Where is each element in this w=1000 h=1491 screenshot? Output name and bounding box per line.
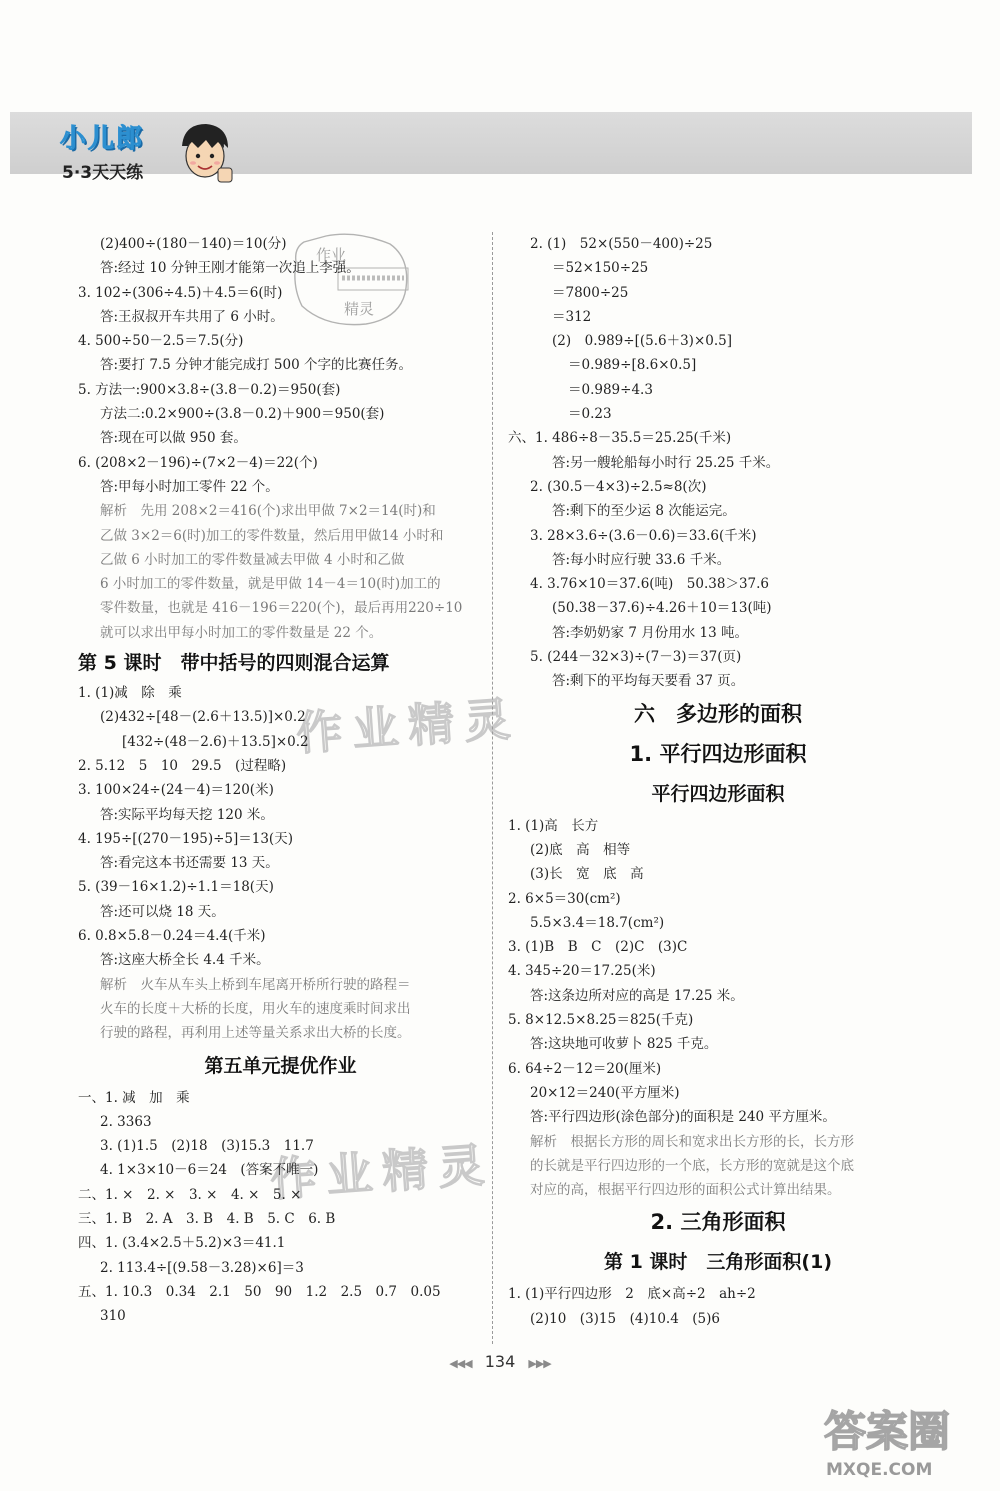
- answer-line: 310: [100, 1308, 126, 1325]
- answer-line: 答:要打 7.5 分钟才能完成打 500 个字的比赛任务。: [100, 357, 412, 374]
- answer-site-logo: [818, 1394, 988, 1486]
- answer-line: ＝52×150÷25: [552, 260, 649, 277]
- answer-line: 20×12＝240(平方厘米): [530, 1084, 680, 1101]
- answer-line: 答:实际平均每天挖 120 米。: [100, 806, 274, 823]
- right-answer-column: [508, 232, 928, 1331]
- section-heading: 六 多边形的面积: [634, 701, 802, 726]
- answer-line: 答:这座大桥全长 4.4 千米。: [100, 952, 270, 969]
- answer-line: 3. 100×24÷(24－4)＝120(米): [78, 782, 274, 799]
- answer-line: 5. (39－16×1.2)÷1.1＝18(天): [78, 879, 274, 896]
- answer-line: (2) 0.989÷[(5.6＋3)×0.5]: [552, 333, 732, 350]
- answer-line: 答:现在可以做 950 套。: [100, 430, 247, 447]
- answer-line: 4. 345÷20＝17.25(米): [508, 963, 656, 980]
- answer-line: 答:看完这本书还需要 13 天。: [100, 855, 279, 872]
- section-heading: 平行四边形面积: [651, 782, 785, 805]
- answer-line: 1. (1)高 长方: [508, 817, 599, 834]
- explanation-line: 的长就是平行四边形的一个底，长方形的宽就是这个底: [530, 1157, 854, 1174]
- explanation-line: 行驶的路程，再利用上述等量关系求出大桥的长度。: [100, 1025, 411, 1042]
- answer-line: 2. 6×5＝30(cm²): [508, 890, 621, 907]
- answer-line: 答:剩下的平均每天要看 37 页。: [552, 673, 745, 690]
- page-number: 134: [484, 1352, 516, 1371]
- answer-line: (50.38－37.6)÷4.26＋10＝13(吨): [552, 600, 772, 617]
- answer-line: ＝0.989÷[8.6×0.5]: [568, 357, 697, 374]
- brand-logo: [60, 118, 240, 190]
- answer-line: 2. (30.5－4×3)÷2.5≈8(次): [530, 478, 707, 495]
- answer-line: 3. 102÷(306÷4.5)＋4.5＝6(时): [78, 284, 283, 301]
- answer-line: 5. 8×12.5×8.25＝825(千克): [508, 1012, 694, 1029]
- answer-line: 4. 195÷[(270－195)÷5]＝13(天): [78, 830, 293, 847]
- answer-line: ＝7800÷25: [552, 284, 629, 301]
- answer-line: 三、1. B 2. A 3. B 4. B 5. C 6. B: [78, 1210, 336, 1227]
- boy-mascot-icon: [172, 118, 236, 188]
- stamp-top-text: 作业: [316, 246, 347, 264]
- answer-line: 答:王叔叔开车共用了 6 小时。: [100, 308, 284, 325]
- answer-line: 3. 28×3.6÷(3.6－0.6)＝33.6(千米): [530, 527, 757, 544]
- answer-line: (3)长 宽 底 高: [530, 866, 644, 883]
- section-heading: 1. 平行四边形面积: [629, 741, 807, 766]
- answer-line: 答:李奶奶家 7 月份用水 13 吨。: [552, 624, 748, 641]
- column-divider: [492, 232, 493, 1344]
- answer-line: (2)400÷(180－140)＝10(分): [100, 236, 287, 252]
- answer-line: 答:每小时应行驶 33.6 千米。: [552, 551, 731, 568]
- explanation-line: 就可以求出甲每小时加工的零件数量是 22 个。: [100, 624, 383, 641]
- answer-site-emblem: [818, 1394, 988, 1464]
- answer-line: 4. 500÷50－2.5＝7.5(分): [78, 333, 244, 350]
- answer-line: 答:还可以烧 18 天。: [100, 903, 225, 920]
- answer-line: 2. 3363: [100, 1113, 152, 1130]
- answer-line: 3. (1)1.5 (2)18 (3)15.3 11.7: [100, 1138, 314, 1155]
- brand-title: 小儿郎: [60, 124, 145, 154]
- explanation-line: 解析 先用 208×2＝416(个)求出甲做 7×2＝14(时)和: [100, 503, 436, 520]
- watermark-text-1: 作业精灵: [294, 691, 522, 761]
- explanation-line: 乙做 3×2＝6(时)加工的零件数量，然后用甲做14 小时和: [100, 527, 444, 544]
- explanation-line: 6 小时加工的零件数量，就是甲做 14－4＝10(时)加工的: [100, 576, 441, 593]
- explanation-line: 零件数量，也就是 416－196＝220(个)，最后再用220÷10: [100, 600, 463, 617]
- page-footer: [0, 1352, 1000, 1371]
- answer-line: 方法二:0.2×900÷(3.8－0.2)＋900＝950(套): [100, 406, 385, 423]
- answer-line: 一、1. 减 加 乘: [78, 1089, 190, 1106]
- answer-line: 答:另一艘轮船每小时行 25.25 千米。: [552, 454, 780, 471]
- answer-line: 2. 5.12 5 10 29.5 (过程略): [78, 757, 287, 774]
- answer-line: ＝0.989÷4.3: [568, 381, 653, 398]
- lesson-heading: 第 5 课时 带中括号的四则混合运算: [78, 652, 390, 675]
- answer-line: 答:经过 10 分钟王刚才能第一次追上李强。: [100, 260, 360, 277]
- answer-line: 1. (1)平行四边形 2 底×高÷2 ah÷2: [508, 1286, 756, 1303]
- answer-line: (2)432÷[48－(2.6＋13.5)]×0.2: [100, 709, 306, 726]
- answer-line: 6. (208×2－196)÷(7×2－4)＝22(个): [78, 454, 318, 471]
- answer-line: 答:甲每小时加工零件 22 个。: [100, 478, 279, 495]
- answer-line: 3. (1)B B C (2)C (3)C: [508, 939, 688, 956]
- explanation-line: 乙做 6 小时加工的零件数量减去甲做 4 小时和乙做: [100, 551, 405, 568]
- site-url: MXQE.COM: [826, 1460, 933, 1480]
- answer-line: 4. 1×3×10－6＝24 (答案不唯一): [100, 1162, 319, 1179]
- prev-arrows-icon: ◀◀◀: [449, 1357, 472, 1370]
- answer-line: (2)底 高 相等: [530, 841, 631, 858]
- answer-line: ＝312: [552, 308, 592, 325]
- explanation-line: 解析 火车从车头上桥到车尾离开桥所行驶的路程＝: [100, 976, 411, 993]
- answer-line: 六、1. 486÷8－35.5＝25.25(千米): [508, 430, 732, 447]
- explanation-line: 对应的高，根据平行四边形的面积公式计算出结果。: [530, 1182, 841, 1199]
- answer-line: 答:平行四边形(涂色部分)的面积是 240 平方厘米。: [530, 1109, 836, 1126]
- answer-line: 答:这块地可收萝卜 825 千克。: [530, 1036, 718, 1053]
- answer-line: 6. 0.8×5.8－0.24＝4.4(千米): [78, 928, 266, 945]
- answer-line: 5. 方法一:900×3.8÷(3.8－0.2)＝950(套): [78, 381, 341, 398]
- stamp-bottom-text: 精灵: [344, 300, 375, 318]
- watermark-text-2: 作业精灵: [268, 1137, 496, 1207]
- section-heading: 第五单元提优作业: [204, 1054, 357, 1077]
- answer-line: ＝0.23: [568, 406, 612, 423]
- brand-subtitle: 5·3天天练: [62, 163, 144, 183]
- answer-line: 5.5×3.4＝18.7(cm²): [530, 914, 665, 931]
- answer-line: 6. 64÷2－12＝20(厘米): [508, 1060, 662, 1077]
- answer-line: (2)10 (3)15 (4)10.4 (5)6: [530, 1310, 720, 1327]
- answer-line: 4. 3.76×10＝37.6(吨) 50.38＞37.6: [530, 576, 770, 593]
- answer-line: 五、1. 10.3 0.34 2.1 50 90 1.2 2.5 0.7 0.05: [78, 1283, 441, 1300]
- answer-line: [432÷(48－2.6)＋13.5]×0.2: [122, 733, 309, 750]
- answer-line: 2. 113.4÷[(9.58－3.28)×6]＝3: [100, 1259, 304, 1276]
- next-arrows-icon: ▶▶▶: [528, 1357, 551, 1370]
- answer-line: 四、1. (3.4×2.5＋5.2)×3＝41.1: [78, 1235, 286, 1252]
- section-heading: 2. 三角形面积: [650, 1210, 786, 1235]
- answer-line: 2. (1) 52×(550－400)÷25: [530, 236, 713, 252]
- answer-line: 答:这条边所对应的高是 17.25 米。: [530, 987, 744, 1004]
- answer-line: 1. (1)减 除 乘: [78, 685, 182, 702]
- left-answer-column: [78, 232, 483, 1328]
- answer-line: 答:剩下的至少运 8 次能运完。: [552, 503, 736, 520]
- section-heading: 第 1 课时 三角形面积(1): [603, 1251, 833, 1274]
- svg-text:答案圈: 答案圈: [824, 1407, 951, 1456]
- explanation-line: 火车的长度＋大桥的长度，用火车的速度乘时间求出: [100, 1000, 411, 1017]
- answer-line: 二、1. × 2. × 3. × 4. × 5. ×: [78, 1186, 302, 1203]
- explanation-line: 解析 根据长方形的周长和宽求出长方形的长，长方形: [530, 1133, 854, 1150]
- answer-line: 5. (244－32×3)÷(7－3)＝37(页): [530, 649, 742, 666]
